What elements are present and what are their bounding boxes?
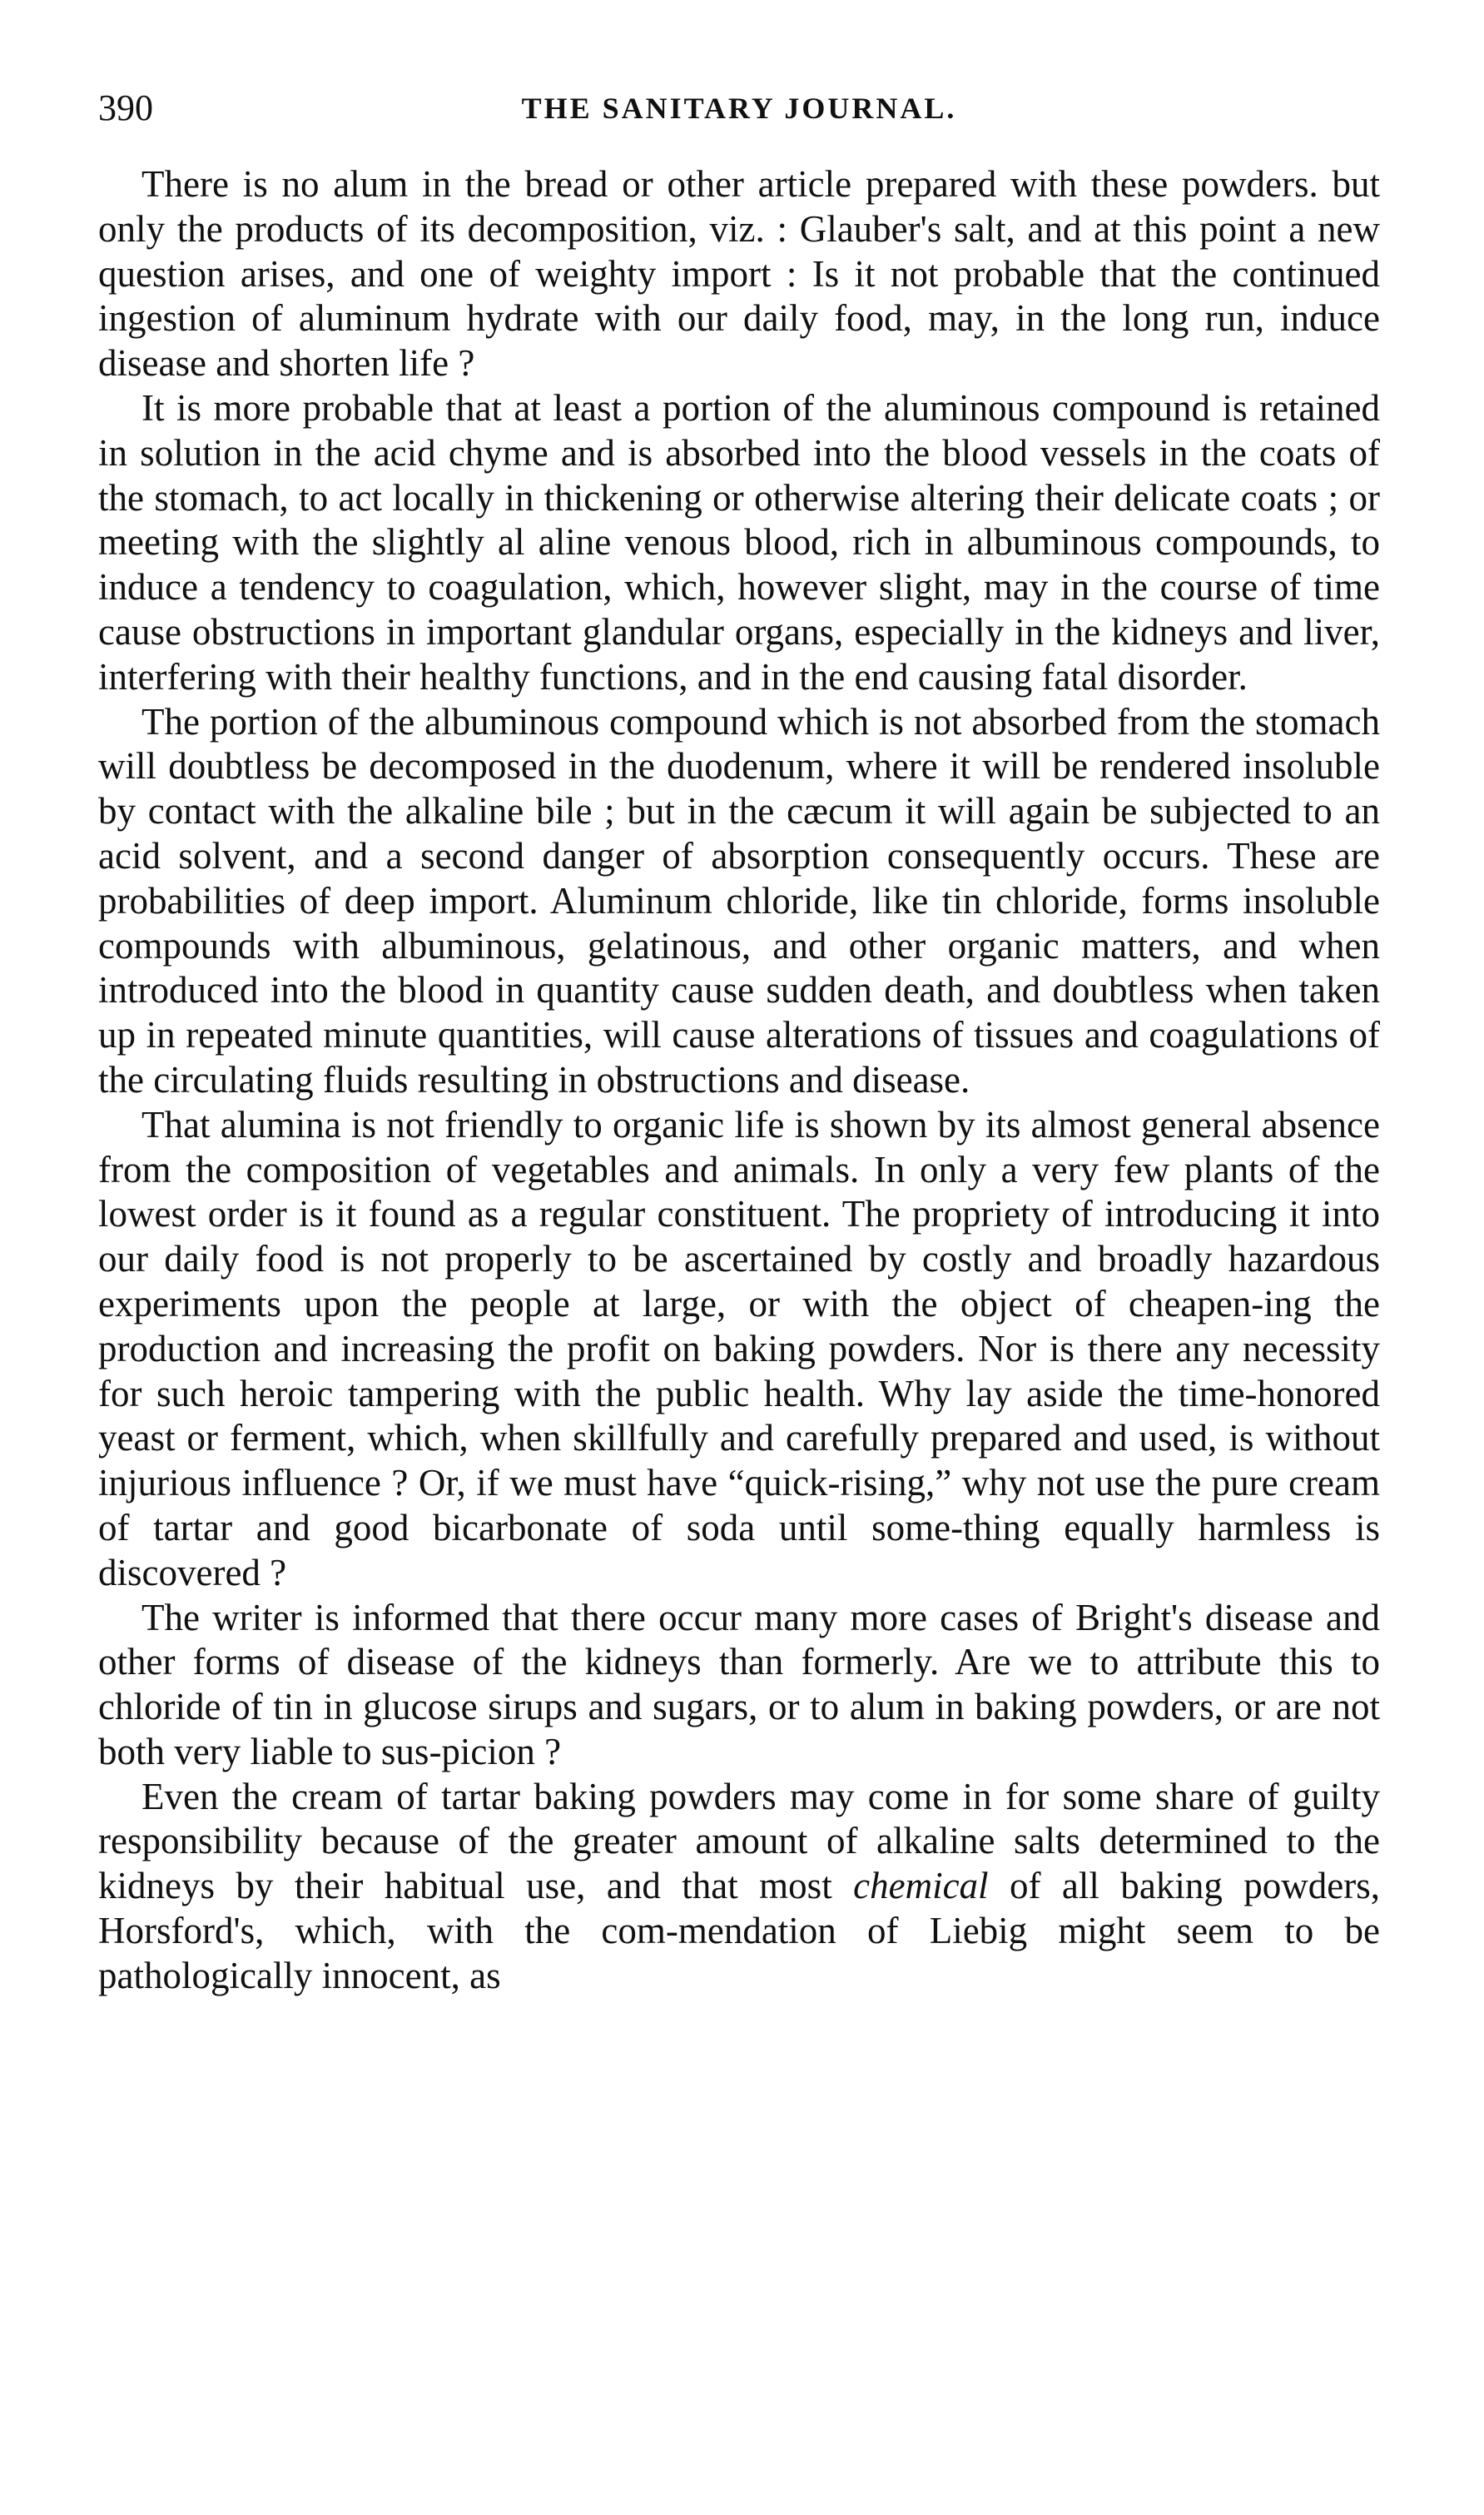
page-header bbox=[98, 83, 1380, 133]
paragraph-6 bbox=[98, 1775, 1380, 1999]
emphasized-word: chemical bbox=[853, 1865, 989, 1907]
running-title: THE SANITARY JOURNAL. bbox=[521, 92, 957, 125]
paragraph-1: There is no alum in the bread or other article prepared with these powders. but only the products of its decomposition, viz. : Glauber's salt, and at this point a new question arises, and one of weighty import : Is it not probable that the continued ingestion of aluminum hydrate with our daily food, may, in the long run, induce disease and shorten life ? bbox=[98, 163, 1380, 385]
paragraph-3: The portion of the albuminous compound which is not absorbed from the stomach will doubtless be decomposed in the duodenum, where it will be rendered insoluble by contact with the alkaline bile ; but in the cæcum it will again be subjected to an acid solvent, and a second danger of absorption consequently occurs. These are probabilities of deep import. Aluminum chloride, like tin chloride, forms insoluble compounds with albuminous, gelatinous, and other organic matters, and when introduced into the blood in quantity cause sudden death, and doubtless when taken up in repeated minute quantities, will cause alterations of tissues and coagulations of the circulating fluids resulting in obstructions and disease. bbox=[98, 700, 1380, 1101]
paragraph-2: It is more probable that at least a portion of the aluminous compound is retained in solution in the acid chyme and is absorbed into the blood vessels in the coats of the stomach, to act locally in thickening or otherwise altering their delicate coats ; or meeting with the slightly al aline venous blood, rich in albuminous compounds, to induce a tendency to coagulation, which, however slight, may in the course of time cause obstructions in important glandular organs, especially in the kidneys and liver, interfering with their healthy functions, and in the end causing fatal disorder. bbox=[98, 386, 1380, 698]
body-text bbox=[98, 162, 1380, 1999]
paragraph-5: The writer is informed that there occur many more cases of Bright's disease and other forms of disease of the kidneys than formerly. Are we to attribute this to chloride of tin in glucose sirups and sugars, or to alum in baking powders, or are not both very liable to sus-picion ? bbox=[98, 1596, 1380, 1772]
paragraph-6-end: of all baking powders, Horsford's, which, with the com-mendation of Liebig might seem to be pathologically innocent, as bbox=[98, 1865, 1380, 1996]
paragraph-6-start: Even the cream of tartar baking powders may come in for some share of guilty responsibility because of the greater amount of alkaline salts determined to the kidneys by their habitual use, and that most bbox=[98, 1775, 1380, 1907]
paragraph-4: That alumina is not friendly to organic life is shown by its almost general absence from the composition of vegetables and animals. In only a very few plants of the lowest order is it found as a regular constituent. The propriety of introducing it into our daily food is not properly to be ascertained by costly and broadly hazardous experiments upon the people at large, or with the object of cheapen-ing the production and increasing the profit on baking powders. Nor is there any necessity for such heroic tampering with the public health. Why lay aside the time-honored yeast or ferment, which, when skillfully and carefully prepared and used, is without injurious influence ? Or, if we must have “quick-rising,” why not use the pure cream of tartar and good bicarbonate of soda until some-thing equally harmless is discovered ? bbox=[98, 1103, 1380, 1593]
page-number: 390 bbox=[98, 87, 153, 128]
